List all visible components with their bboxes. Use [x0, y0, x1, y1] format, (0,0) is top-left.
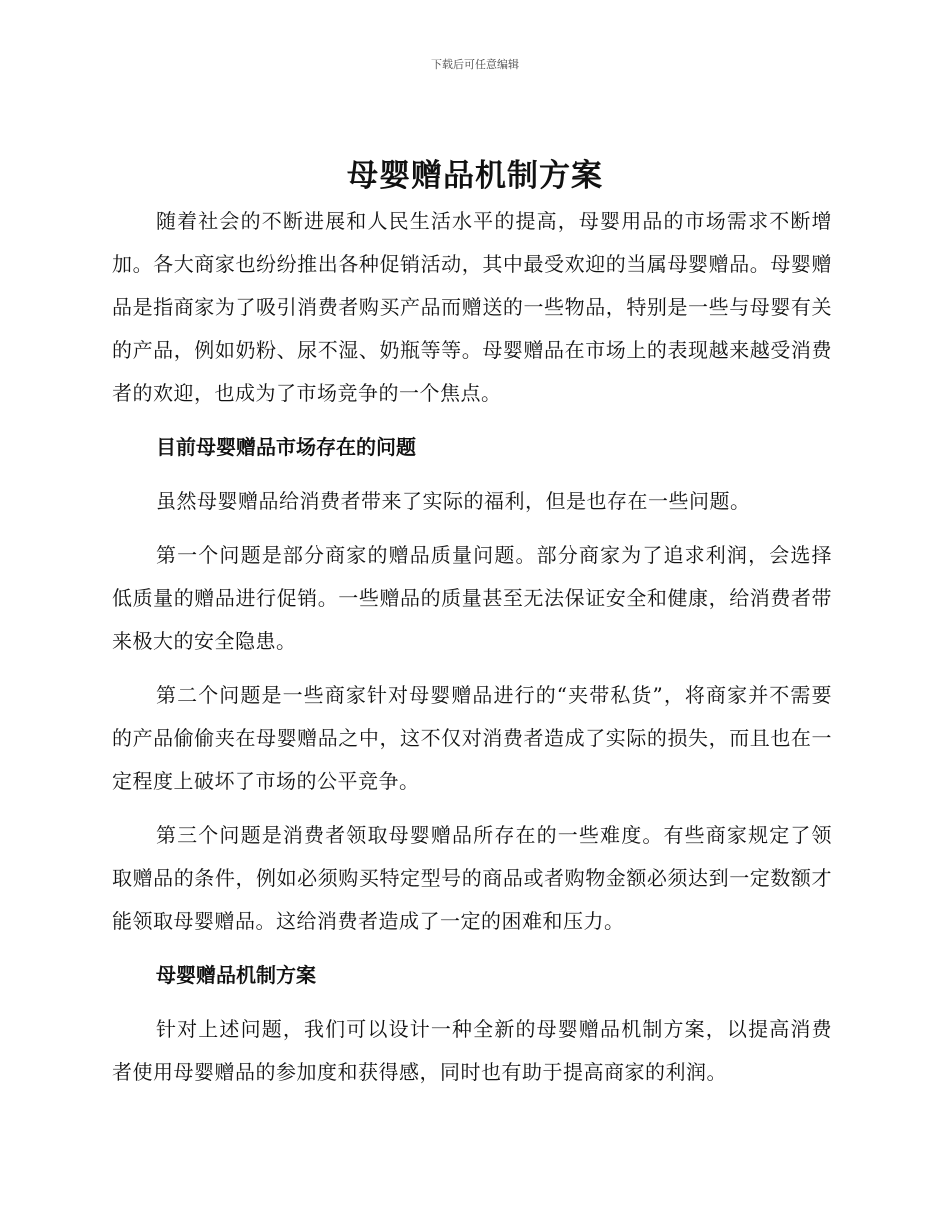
- problems-paragraph-2: 第一个问题是部分商家的赠品质量问题。部分商家为了追求利润，会选择低质量的赠品进行促销。一些赠品的质量甚至无法保证安全和健康，给消费者带来极大的安全隐患。: [112, 543, 832, 653]
- problems-paragraph-4: 第三个问题是消费者领取母婴赠品所存在的一些难度。有些商家规定了领取赠品的条件，例如必须购买特定型号的商品或者购物金额必须达到一定数额才能领取母婴赠品。这给消费者造成了一定的困难和压力。: [112, 823, 832, 933]
- header-note: 下载后可任意编辑: [431, 58, 519, 71]
- document-body: [112, 200, 832, 1105]
- document-title: 母婴赠品机制方案: [347, 158, 603, 194]
- problems-paragraph-1: 虽然母婴赠品给消费者带来了实际的福利，但是也存在一些问题。: [156, 489, 751, 513]
- problems-paragraph-3: 第二个问题是一些商家针对母婴赠品进行的“夹带私货”，将商家并不需要的产品偷偷夹在母婴赠品之中，这不仅对消费者造成了实际的损失，而且也在一定程度上破坏了市场的公平竞争。: [112, 683, 832, 793]
- section-heading-problems: 目前母婴赠品市场存在的问题: [156, 435, 416, 459]
- scheme-paragraph-1: 针对上述问题，我们可以设计一种全新的母婴赠品机制方案，以提高消费者使用母婴赠品的参加度和获得感，同时也有助于提高商家的利润。: [112, 1017, 832, 1084]
- intro-paragraph: 随着社会的不断进展和人民生活水平的提高，母婴用品的市场需求不断增加。各大商家也纷纷推出各种促销活动，其中最受欢迎的当属母婴赠品。母婴赠品是指商家为了吸引消费者购买产品而赠送的一些物品，特别是一些与母婴有关的产品，例如奶粉、尿不湿、奶瓶等等。母婴赠品在市场上的表现越来越受消费者的欢迎，也成为了市场竞争的一个焦点。: [112, 209, 832, 405]
- section-heading-scheme: 母婴赠品机制方案: [156, 963, 316, 987]
